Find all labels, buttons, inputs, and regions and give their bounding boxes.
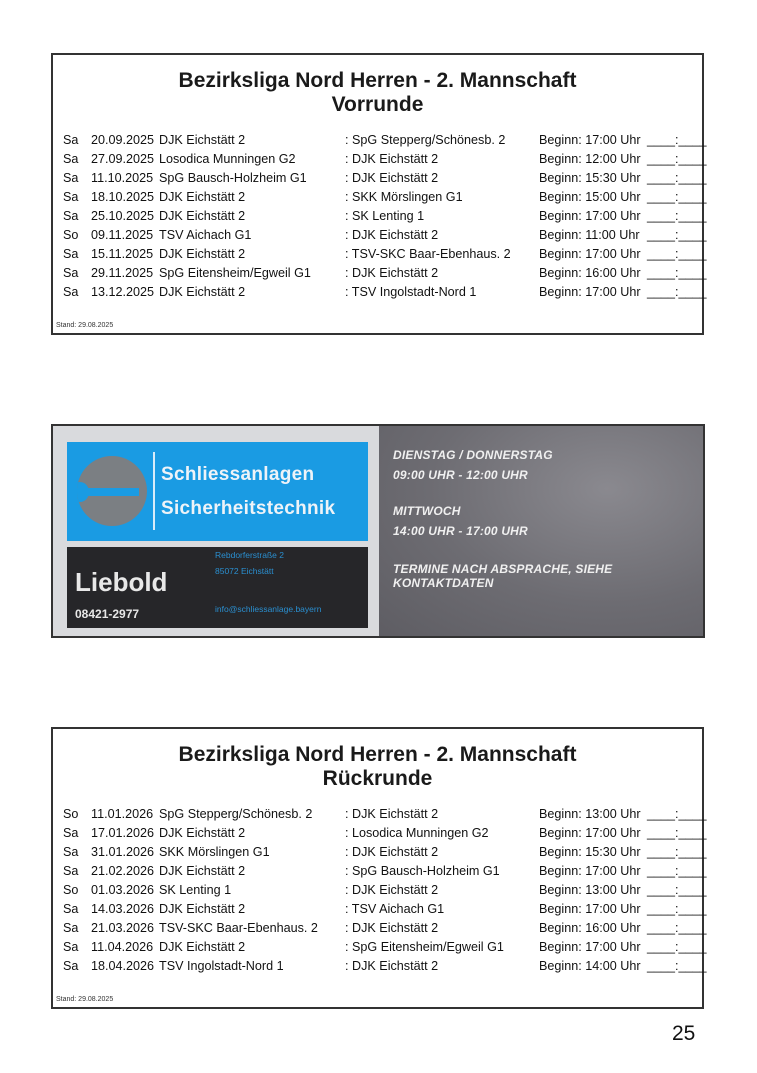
away-team: : DJK Eichstätt 2: [345, 959, 439, 973]
start-time: Beginn: 11:00 Uhr: [539, 228, 640, 242]
home-team: TSV-SKC Baar-Ebenhaus. 2: [159, 921, 318, 935]
home-team: Losodica Munningen G2: [159, 152, 296, 166]
result-blank: ____:____: [647, 826, 707, 840]
result-blank: ____:____: [647, 845, 707, 859]
match-day: So: [63, 228, 79, 242]
away-team: : DJK Eichstätt 2: [345, 171, 439, 185]
home-team: DJK Eichstätt 2: [159, 247, 246, 261]
title-line1: Bezirksliga Nord Herren - 2. Mannschaft: [178, 743, 577, 766]
result-blank: ____:____: [647, 959, 707, 973]
address-city: 85072 Eichstätt: [215, 566, 274, 576]
match-row: [53, 150, 707, 169]
match-row: [53, 824, 707, 843]
brand-line1: Schliessanlagen: [161, 464, 315, 485]
match-date: 17.01.2026: [91, 826, 155, 840]
result-blank: ____:____: [647, 883, 707, 897]
hours-time-1: 09:00 UHR - 12:00 UHR: [393, 468, 528, 482]
divider: [153, 452, 155, 530]
start-time: Beginn: 12:00 Uhr: [539, 152, 641, 166]
schedule-vorrunde: [51, 53, 707, 335]
brand-line2: Sicherheitstechnik: [161, 498, 336, 519]
home-team: SpG Eitensheim/Egweil G1: [159, 266, 311, 280]
start-time: Beginn: 15:30 Uhr: [539, 845, 641, 859]
match-row: [53, 169, 707, 188]
home-team: TSV Aichach G1: [159, 228, 252, 242]
away-team: : DJK Eichstätt 2: [345, 152, 439, 166]
match-day: Sa: [63, 902, 79, 916]
start-time: Beginn: 15:00 Uhr: [539, 190, 641, 204]
schedule-title: [53, 69, 702, 117]
match-day: Sa: [63, 285, 79, 299]
match-row: [53, 245, 707, 264]
start-time: Beginn: 13:00 Uhr: [539, 883, 641, 897]
match-date: 13.12.2025: [91, 285, 155, 299]
start-time: Beginn: 13:00 Uhr: [539, 807, 641, 821]
result-blank: ____:____: [647, 228, 707, 242]
start-time: Beginn: 17:00 Uhr: [539, 940, 641, 954]
hours-time-2: 14:00 UHR - 17:00 UHR: [393, 524, 528, 538]
match-day: So: [63, 807, 79, 821]
result-blank: ____:____: [647, 152, 707, 166]
home-team: SKK Mörslingen G1: [159, 845, 270, 859]
away-team: : DJK Eichstätt 2: [345, 921, 439, 935]
match-row: [53, 131, 707, 150]
away-team: : Losodica Munningen G2: [345, 826, 489, 840]
match-row: [53, 207, 707, 226]
business-name: Liebold: [75, 567, 168, 597]
start-time: Beginn: 17:00 Uhr: [539, 902, 641, 916]
match-day: Sa: [63, 133, 79, 147]
away-team: : SpG Stepperg/Schönesb. 2: [345, 133, 506, 147]
match-day: Sa: [63, 266, 79, 280]
match-date: 14.03.2026: [91, 902, 155, 916]
match-day: So: [63, 883, 79, 897]
away-team: : SKK Mörslingen G1: [345, 190, 463, 204]
away-team: : DJK Eichstätt 2: [345, 228, 439, 242]
match-date: 15.11.2025: [91, 247, 154, 261]
schedule-title: [53, 743, 702, 791]
match-row: [53, 805, 707, 824]
match-row: [53, 226, 707, 245]
match-day: Sa: [63, 247, 79, 261]
match-day: Sa: [63, 845, 79, 859]
match-row: [53, 881, 707, 900]
match-row: [53, 938, 707, 957]
result-blank: ____:____: [647, 807, 707, 821]
away-team: : DJK Eichstätt 2: [345, 266, 439, 280]
away-team: : TSV Ingolstadt-Nord 1: [345, 285, 477, 299]
result-blank: ____:____: [647, 247, 707, 261]
match-day: Sa: [63, 152, 79, 166]
key-logo-icon: [77, 456, 147, 526]
hours-days-1: DIENSTAG / DONNERSTAG: [393, 448, 553, 462]
match-row: [53, 900, 707, 919]
page-number: 25: [672, 1022, 696, 1045]
match-date: 21.02.2026: [91, 864, 155, 878]
home-team: TSV Ingolstadt-Nord 1: [159, 959, 284, 973]
match-date: 25.10.2025: [91, 209, 155, 223]
contact-panel: [67, 547, 368, 628]
away-team: : SpG Eitensheim/Egweil G1: [345, 940, 504, 954]
business-card: [53, 426, 379, 636]
match-date: 11.10.2025: [91, 171, 154, 185]
match-row: [53, 264, 707, 283]
away-team: : DJK Eichstätt 2: [345, 845, 439, 859]
title-line2: Rückrunde: [322, 767, 433, 790]
home-team: DJK Eichstätt 2: [159, 826, 246, 840]
result-blank: ____:____: [647, 209, 707, 223]
match-day: Sa: [63, 209, 79, 223]
home-team: DJK Eichstätt 2: [159, 940, 246, 954]
start-time: Beginn: 17:00 Uhr: [539, 247, 641, 261]
match-day: Sa: [63, 921, 79, 935]
match-date: 27.09.2025: [91, 152, 155, 166]
result-blank: ____:____: [647, 940, 707, 954]
away-team: : TSV-SKC Baar-Ebenhaus. 2: [345, 247, 511, 261]
title-line1: Bezirksliga Nord Herren - 2. Mannschaft: [178, 69, 577, 92]
match-day: Sa: [63, 959, 79, 973]
match-row: [53, 862, 707, 881]
opening-hours: [379, 426, 705, 636]
home-team: SpG Bausch-Holzheim G1: [159, 171, 307, 185]
start-time: Beginn: 16:00 Uhr: [539, 266, 641, 280]
match-date: 18.04.2026: [91, 959, 155, 973]
start-time: Beginn: 17:00 Uhr: [539, 209, 641, 223]
match-list: [53, 131, 707, 302]
away-team: : SpG Bausch-Holzheim G1: [345, 864, 500, 878]
away-team: : DJK Eichstätt 2: [345, 883, 439, 897]
start-time: Beginn: 17:00 Uhr: [539, 864, 641, 878]
address-street: Rebdorferstraße 2: [215, 550, 284, 560]
away-team: : TSV Aichach G1: [345, 902, 445, 916]
away-team: : SK Lenting 1: [345, 209, 425, 223]
home-team: DJK Eichstätt 2: [159, 190, 246, 204]
match-date: 20.09.2025: [91, 133, 155, 147]
match-date: 11.01.2026: [91, 807, 154, 821]
match-day: Sa: [63, 171, 79, 185]
home-team: DJK Eichstätt 2: [159, 285, 246, 299]
match-date: 29.11.2025: [91, 266, 154, 280]
start-time: Beginn: 17:00 Uhr: [539, 826, 641, 840]
match-date: 31.01.2026: [91, 845, 155, 859]
brand-panel: [67, 442, 368, 541]
match-day: Sa: [63, 940, 79, 954]
match-row: [53, 843, 707, 862]
stand-date: Stand: 29.08.2025: [56, 322, 114, 329]
hours-days-2: MITTWOCH: [393, 504, 461, 518]
result-blank: ____:____: [647, 266, 707, 280]
match-row: [53, 957, 707, 976]
home-team: DJK Eichstätt 2: [159, 902, 246, 916]
stand-date: Stand: 29.08.2025: [56, 996, 114, 1003]
result-blank: ____:____: [647, 190, 707, 204]
match-row: [53, 283, 707, 302]
hours-note: TERMINE NACH ABSPRACHE, SIEHE KONTAKTDATEN: [393, 562, 613, 590]
match-date: 21.03.2026: [91, 921, 155, 935]
match-day: Sa: [63, 826, 79, 840]
start-time: Beginn: 15:30 Uhr: [539, 171, 641, 185]
phone-number: 08421-2977: [75, 607, 140, 621]
result-blank: ____:____: [647, 133, 707, 147]
advertisement: [51, 424, 705, 638]
email: info@schliessanlage.bayern: [215, 604, 322, 614]
match-row: [53, 919, 707, 938]
match-day: Sa: [63, 864, 79, 878]
home-team: DJK Eichstätt 2: [159, 209, 246, 223]
key-head: [77, 482, 89, 502]
result-blank: ____:____: [647, 902, 707, 916]
start-time: Beginn: 16:00 Uhr: [539, 921, 641, 935]
match-date: 11.04.2026: [91, 940, 154, 954]
result-blank: ____:____: [647, 864, 707, 878]
home-team: DJK Eichstätt 2: [159, 864, 246, 878]
home-team: DJK Eichstätt 2: [159, 133, 246, 147]
result-blank: ____:____: [647, 921, 707, 935]
match-date: 09.11.2025: [91, 228, 154, 242]
schedule-rueckrunde: [51, 727, 707, 1009]
match-date: 18.10.2025: [91, 190, 155, 204]
match-list: [53, 805, 707, 976]
home-team: SpG Stepperg/Schönesb. 2: [159, 807, 313, 821]
match-row: [53, 188, 707, 207]
result-blank: ____:____: [647, 171, 707, 185]
title-line2: Vorrunde: [331, 93, 424, 116]
match-day: Sa: [63, 190, 79, 204]
match-date: 01.03.2026: [91, 883, 155, 897]
home-team: SK Lenting 1: [159, 883, 232, 897]
start-time: Beginn: 17:00 Uhr: [539, 285, 641, 299]
start-time: Beginn: 14:00 Uhr: [539, 959, 641, 973]
start-time: Beginn: 17:00 Uhr: [539, 133, 641, 147]
away-team: : DJK Eichstätt 2: [345, 807, 439, 821]
result-blank: ____:____: [647, 285, 707, 299]
